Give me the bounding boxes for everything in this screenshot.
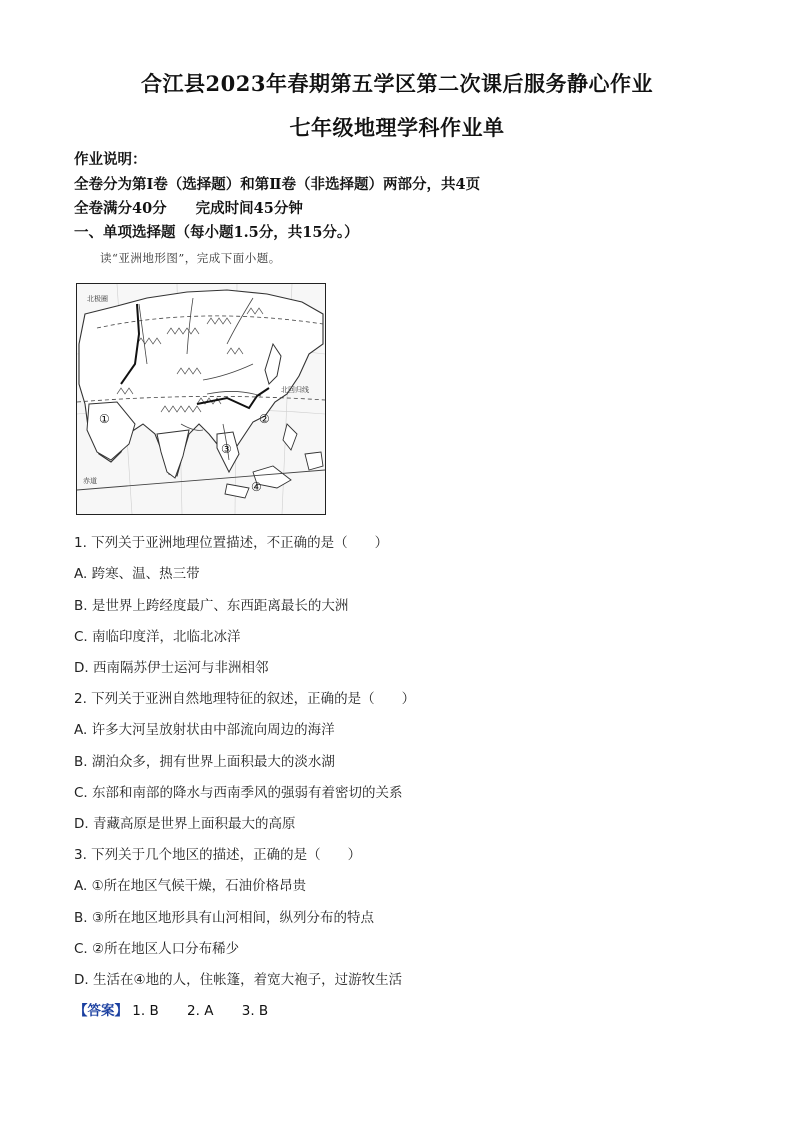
arctic-circle-label: 北极圈 [87,295,108,303]
notes-line-1: 全卷分为第Ⅰ卷（选择题）和第Ⅱ卷（非选择题）两部分，共4页 [74,176,481,193]
map-graphic [77,284,325,514]
notes-label: 作业说明： [74,151,147,168]
question-1-stem: 1. 下列关于亚洲地理位置描述，不正确的是（ ） [74,535,389,551]
question-3-option-d: D. 生活在④地的人，住帐篷，着宽大袍子，过游牧生活 [74,972,403,988]
question-2-option-a: A. 许多大河呈放射状由中部流向周边的海洋 [74,722,335,738]
tropic-of-cancer-label: 北回归线 [281,386,309,394]
question-3-option-a: A. ①所在地区气候干燥，石油价格昂贵 [74,878,307,894]
question-1-option-c: C. 南临印度洋，北临北冰洋 [74,629,241,645]
question-2-stem: 2. 下列关于亚洲自然地理特征的叙述，正确的是（ ） [74,691,416,707]
notes-line-2: 全卷满分40分 完成时间45分钟 [74,200,303,217]
question-1-option-b: B. 是世界上跨经度最广、东西距离最长的大洲 [74,598,349,614]
answer-1: 1. B [132,1003,159,1019]
answer-tag: 【答案】 [74,1003,128,1019]
equator-label: 赤道 [83,477,97,485]
question-1-option-a: A. 跨寒、温、热三带 [74,566,200,582]
answer-3: 3. B [241,1003,269,1019]
document-title: 合江县2023年春期第五学区第二次课后服务静心作业 [141,71,653,96]
map-instruction: 读“亚洲地形图”，完成下面小题。 [100,251,281,265]
map-marker-1: ① [99,412,110,426]
answer-2: 2. A [187,1003,214,1019]
section-heading: 一、单项选择题（每小题1.5分，共15分。） [74,224,359,241]
asia-relief-map [76,283,326,515]
question-2-option-d: D. 青藏高原是世界上面积最大的高原 [74,816,296,832]
map-marker-4: ④ [251,480,262,494]
answer-line [74,999,292,1019]
question-3-stem: 3. 下列关于几个地区的描述，正确的是（ ） [74,847,362,863]
question-2-option-b: B. 湖泊众多，拥有世界上面积最大的淡水湖 [74,754,335,770]
map-marker-2: ② [259,412,270,426]
question-3-option-b: B. ③所在地区地形具有山河相间，纵列分布的特点 [74,910,374,926]
question-3-option-c: C. ②所在地区人口分布稀少 [74,941,240,957]
question-2-option-c: C. 东部和南部的降水与西南季风的强弱有着密切的关系 [74,785,403,801]
document-subtitle: 七年级地理学科作业单 [289,115,505,140]
question-1-option-d: D. 西南隔苏伊士运河与非洲相邻 [74,660,269,676]
map-marker-3: ③ [221,442,232,456]
